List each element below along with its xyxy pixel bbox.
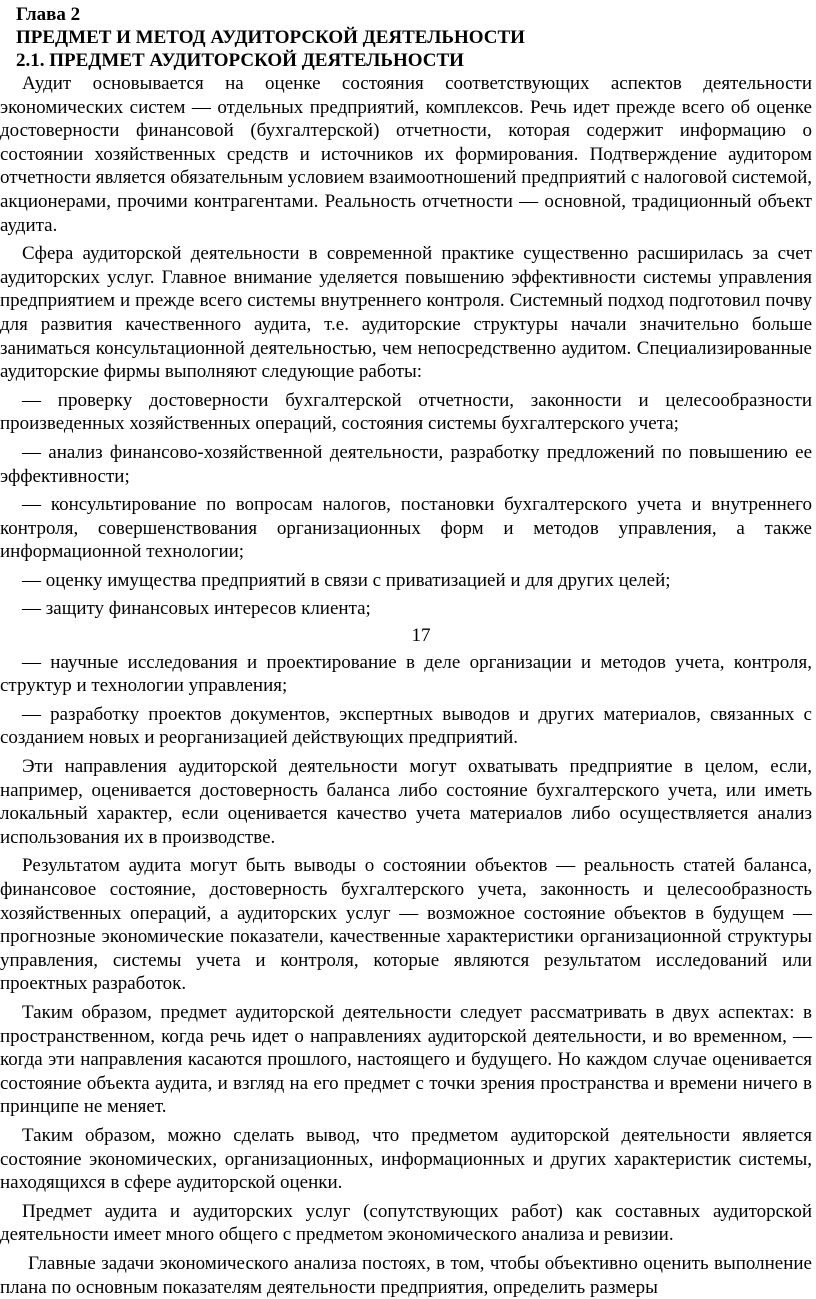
list-item: — анализ финансово-хозяйственной деятельности, разработку предложений по повышению ее эффективности;	[0, 441, 812, 487]
chapter-label: Глава 2	[16, 4, 81, 25]
list-item: — разработку проектов документов, экспертных выводов и других материалов, связанных с созданием новых и реорганизацией действующих предприятий.	[0, 703, 812, 749]
list-item: — защиту финансовых интересов клиента;	[22, 598, 371, 620]
list-item: — проверку достоверности бухгалтерской отчетности, законности и целесообразности произведенных хозяйственных операций, состояния системы бухгалтерского учета;	[0, 389, 812, 435]
paragraph: Результатом аудита могут быть выводы о состоянии объектов — реальность статей баланса, финансовое состояние, достоверность бухгалтерского учета, законность и целесообразность хозяйственных операций, а аудиторских услуг — возможное состояние объектов в будущем — прогнозные экономические показатели, качественные характеристики организационной структуры управления, системы учета и контроля, которые являются результатом исследований или проектных разработок.	[0, 855, 812, 995]
paragraph: Аудит основывается на оценке состояния соответствующих аспектов деятельности экономических систем — отдельных предприятий, комплексов. Речь идет прежде всего об оценке достоверности финансовой (бухгалтерской) отчетности, которая содержит информацию о состоянии хозяйственных средств и источников их формирования. Подтверждение аудитором отчетности является обязательным условием взаимоотношений предприятий с налоговой системой, акционерами, прочими контрагентами. Реальность отчетности — основной, традиционный объект аудита.	[0, 73, 812, 236]
paragraph: Таким образом, предмет аудиторской деятельности следует рассматривать в двух аспектах: в пространственном, когда речь идет о направлениях аудиторской деятельности, и во временном, — когда эти направления касаются прошлого, настоящего и будущего. Но каждом случае оценивается состояние объекта аудита, и взгляд на его предмет с точки зрения пространства и времени ничего в принципе не меняет.	[0, 1001, 812, 1118]
paragraph: Предмет аудита и аудиторских услуг (сопутствующих работ) как составных аудиторской деятельности имеет много общего с предметом экономического анализа и ревизии.	[0, 1200, 812, 1246]
list-item: — научные исследования и проектирование в деле организации и методов учета, контроля, структур и технологии управления;	[0, 651, 812, 697]
section-title: 2.1. ПРЕДМЕТ АУДИТОРСКОЙ ДЕЯТЕЛЬНОСТИ	[16, 50, 464, 71]
paragraph: Эти направления аудиторской деятельности могут охватывать предприятие в целом, если, например, оценивается достоверность баланса либо состояние бухгалтерского учета, или иметь локальный характер, если оценивается качество учета материалов либо осуществляется анализ использования их в производстве.	[0, 756, 812, 848]
list-item: — консультирование по вопросам налогов, постановки бухгалтерского учета и внутреннего контроля, совершенствования организационных форм и методов управления, а также информационной технологии;	[0, 494, 812, 563]
paragraph: Таким образом, можно сделать вывод, что предметом аудиторской деятельности является состояние экономических, организационных, информационных и других характеристик системы, находящихся в сфере аудиторской оценки.	[0, 1124, 812, 1194]
paragraph: Сфера аудиторской деятельности в современной практике существенно расширилась за счет аудиторских услуг. Главное внимание уделяется повышению эффективности системы управления предприятием и прежде всего системы внутреннего контроля. Системный подход подготовил почву для развития качественного аудита, т.е. аудиторские структуры начали значительно больше заниматься консультационной деятельностью, чем непосредственно аудитом. Специализированные аудиторские фирмы выполняют следующие работы:	[0, 243, 812, 383]
paragraph: Главные задачи экономического анализа постоях, в том, чтобы объективно оценить выполнение плана по основным показателям деятельности предприятия, определить размеры	[0, 1252, 812, 1298]
page-number: 17	[411, 625, 431, 647]
list-item: — оценку имущества предприятий в связи с приватизацией и для других целей;	[22, 569, 671, 591]
chapter-title: ПРЕДМЕТ И МЕТОД АУДИТОРСКОЙ ДЕЯТЕЛЬНОСТИ	[16, 27, 525, 48]
